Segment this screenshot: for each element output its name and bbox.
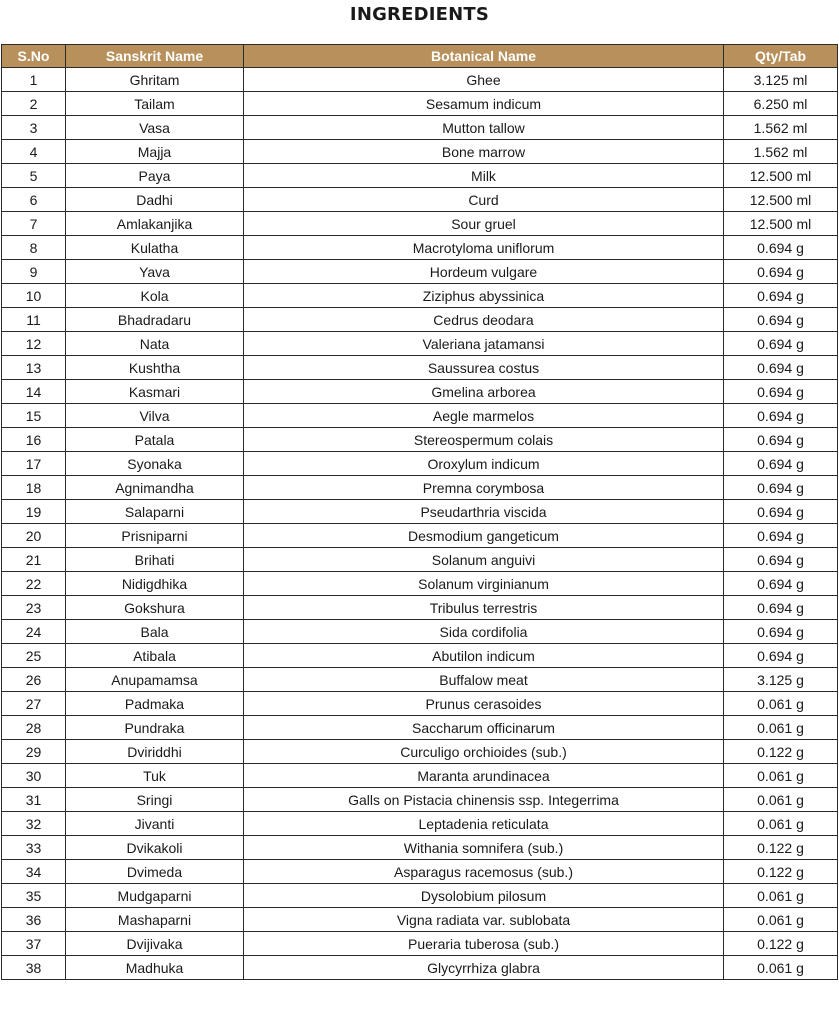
cell-botanical-name: Leptadenia reticulata bbox=[244, 812, 724, 836]
cell-sno: 1 bbox=[2, 68, 66, 92]
cell-botanical-name: Sesamum indicum bbox=[244, 92, 724, 116]
cell-qty: 3.125 ml bbox=[724, 68, 838, 92]
cell-qty: 12.500 ml bbox=[724, 164, 838, 188]
cell-sno: 35 bbox=[2, 884, 66, 908]
cell-qty: 3.125 g bbox=[724, 668, 838, 692]
table-row bbox=[2, 356, 838, 380]
cell-sno: 27 bbox=[2, 692, 66, 716]
cell-sanskrit-name: Kasmari bbox=[66, 380, 244, 404]
cell-qty: 0.694 g bbox=[724, 572, 838, 596]
cell-qty: 1.562 ml bbox=[724, 140, 838, 164]
cell-qty: 0.122 g bbox=[724, 860, 838, 884]
cell-botanical-name: Maranta arundinacea bbox=[244, 764, 724, 788]
cell-sanskrit-name: Majja bbox=[66, 140, 244, 164]
table-row bbox=[2, 884, 838, 908]
cell-botanical-name: Desmodium gangeticum bbox=[244, 524, 724, 548]
cell-botanical-name: Macrotyloma uniflorum bbox=[244, 236, 724, 260]
cell-sno: 38 bbox=[2, 956, 66, 980]
cell-sanskrit-name: Dviriddhi bbox=[66, 740, 244, 764]
table-row bbox=[2, 524, 838, 548]
table-row bbox=[2, 428, 838, 452]
table-row bbox=[2, 260, 838, 284]
cell-sanskrit-name: Syonaka bbox=[66, 452, 244, 476]
table-row bbox=[2, 476, 838, 500]
table-row bbox=[2, 164, 838, 188]
column-header-botanical-name: Botanical Name bbox=[244, 45, 724, 68]
table-row bbox=[2, 764, 838, 788]
cell-botanical-name: Tribulus terrestris bbox=[244, 596, 724, 620]
cell-botanical-name: Saccharum officinarum bbox=[244, 716, 724, 740]
cell-botanical-name: Sour gruel bbox=[244, 212, 724, 236]
cell-botanical-name: Withania somnifera (sub.) bbox=[244, 836, 724, 860]
cell-qty: 0.122 g bbox=[724, 740, 838, 764]
cell-qty: 0.694 g bbox=[724, 524, 838, 548]
cell-sno: 28 bbox=[2, 716, 66, 740]
cell-sno: 31 bbox=[2, 788, 66, 812]
cell-sno: 29 bbox=[2, 740, 66, 764]
table-row bbox=[2, 308, 838, 332]
cell-sno: 37 bbox=[2, 932, 66, 956]
cell-sno: 25 bbox=[2, 644, 66, 668]
cell-sno: 6 bbox=[2, 188, 66, 212]
table-row bbox=[2, 836, 838, 860]
cell-botanical-name: Gmelina arborea bbox=[244, 380, 724, 404]
cell-qty: 12.500 ml bbox=[724, 188, 838, 212]
cell-qty: 0.694 g bbox=[724, 596, 838, 620]
cell-qty: 0.694 g bbox=[724, 620, 838, 644]
cell-sanskrit-name: Atibala bbox=[66, 644, 244, 668]
cell-sanskrit-name: Kushtha bbox=[66, 356, 244, 380]
cell-botanical-name: Cedrus deodara bbox=[244, 308, 724, 332]
cell-botanical-name: Vigna radiata var. sublobata bbox=[244, 908, 724, 932]
column-header-sno: S.No bbox=[2, 45, 66, 68]
cell-sno: 26 bbox=[2, 668, 66, 692]
cell-botanical-name: Curd bbox=[244, 188, 724, 212]
cell-sno: 17 bbox=[2, 452, 66, 476]
cell-sanskrit-name: Anupamamsa bbox=[66, 668, 244, 692]
cell-botanical-name: Dysolobium pilosum bbox=[244, 884, 724, 908]
cell-botanical-name: Bone marrow bbox=[244, 140, 724, 164]
cell-sanskrit-name: Gokshura bbox=[66, 596, 244, 620]
cell-sanskrit-name: Salaparni bbox=[66, 500, 244, 524]
table-body bbox=[2, 68, 838, 980]
cell-botanical-name: Curculigo orchioides (sub.) bbox=[244, 740, 724, 764]
cell-sanskrit-name: Ghritam bbox=[66, 68, 244, 92]
cell-botanical-name: Solanum virginianum bbox=[244, 572, 724, 596]
cell-sanskrit-name: Tuk bbox=[66, 764, 244, 788]
cell-sno: 18 bbox=[2, 476, 66, 500]
cell-qty: 6.250 ml bbox=[724, 92, 838, 116]
column-header-sanskrit-name: Sanskrit Name bbox=[66, 45, 244, 68]
cell-qty: 0.694 g bbox=[724, 356, 838, 380]
cell-sanskrit-name: Padmaka bbox=[66, 692, 244, 716]
cell-botanical-name: Solanum anguivi bbox=[244, 548, 724, 572]
cell-botanical-name: Buffalow meat bbox=[244, 668, 724, 692]
cell-qty: 1.562 ml bbox=[724, 116, 838, 140]
cell-qty: 0.061 g bbox=[724, 788, 838, 812]
cell-sanskrit-name: Dvikakoli bbox=[66, 836, 244, 860]
cell-sanskrit-name: Bala bbox=[66, 620, 244, 644]
cell-sanskrit-name: Madhuka bbox=[66, 956, 244, 980]
table-row bbox=[2, 932, 838, 956]
cell-qty: 0.694 g bbox=[724, 500, 838, 524]
cell-qty: 0.694 g bbox=[724, 452, 838, 476]
cell-qty: 12.500 ml bbox=[724, 212, 838, 236]
cell-qty: 0.061 g bbox=[724, 764, 838, 788]
cell-qty: 0.694 g bbox=[724, 380, 838, 404]
cell-sno: 34 bbox=[2, 860, 66, 884]
cell-sno: 3 bbox=[2, 116, 66, 140]
cell-sanskrit-name: Dadhi bbox=[66, 188, 244, 212]
table-row bbox=[2, 548, 838, 572]
table-row bbox=[2, 860, 838, 884]
cell-sanskrit-name: Paya bbox=[66, 164, 244, 188]
cell-sanskrit-name: Kulatha bbox=[66, 236, 244, 260]
cell-qty: 0.694 g bbox=[724, 236, 838, 260]
cell-qty: 0.694 g bbox=[724, 476, 838, 500]
table-row bbox=[2, 92, 838, 116]
cell-qty: 0.122 g bbox=[724, 932, 838, 956]
cell-botanical-name: Sida cordifolia bbox=[244, 620, 724, 644]
table-row bbox=[2, 116, 838, 140]
cell-qty: 0.694 g bbox=[724, 332, 838, 356]
cell-sno: 22 bbox=[2, 572, 66, 596]
table-row bbox=[2, 716, 838, 740]
table-row bbox=[2, 740, 838, 764]
cell-botanical-name: Pseudarthria viscida bbox=[244, 500, 724, 524]
cell-sno: 32 bbox=[2, 812, 66, 836]
cell-botanical-name: Pueraria tuberosa (sub.) bbox=[244, 932, 724, 956]
cell-qty: 0.694 g bbox=[724, 284, 838, 308]
cell-sanskrit-name: Kola bbox=[66, 284, 244, 308]
page-title: INGREDIENTS bbox=[349, 4, 490, 25]
cell-sanskrit-name: Yava bbox=[66, 260, 244, 284]
table-row bbox=[2, 68, 838, 92]
cell-sno: 15 bbox=[2, 404, 66, 428]
cell-sanskrit-name: Amlakanjika bbox=[66, 212, 244, 236]
cell-botanical-name: Milk bbox=[244, 164, 724, 188]
table-row bbox=[2, 692, 838, 716]
table-row bbox=[2, 956, 838, 980]
cell-sanskrit-name: Vasa bbox=[66, 116, 244, 140]
table-row bbox=[2, 212, 838, 236]
cell-sanskrit-name: Dvijivaka bbox=[66, 932, 244, 956]
cell-sanskrit-name: Dvimeda bbox=[66, 860, 244, 884]
cell-qty: 0.061 g bbox=[724, 716, 838, 740]
ingredients-table bbox=[1, 44, 838, 980]
cell-qty: 0.694 g bbox=[724, 644, 838, 668]
cell-sanskrit-name: Jivanti bbox=[66, 812, 244, 836]
cell-sno: 24 bbox=[2, 620, 66, 644]
cell-botanical-name: Aegle marmelos bbox=[244, 404, 724, 428]
cell-botanical-name: Mutton tallow bbox=[244, 116, 724, 140]
cell-sno: 12 bbox=[2, 332, 66, 356]
cell-sno: 13 bbox=[2, 356, 66, 380]
cell-sno: 7 bbox=[2, 212, 66, 236]
cell-sno: 21 bbox=[2, 548, 66, 572]
cell-sanskrit-name: Patala bbox=[66, 428, 244, 452]
cell-sno: 30 bbox=[2, 764, 66, 788]
cell-sanskrit-name: Mashaparni bbox=[66, 908, 244, 932]
cell-qty: 0.694 g bbox=[724, 404, 838, 428]
table-row bbox=[2, 284, 838, 308]
table-row bbox=[2, 908, 838, 932]
cell-sanskrit-name: Nata bbox=[66, 332, 244, 356]
cell-sanskrit-name: Vilva bbox=[66, 404, 244, 428]
cell-botanical-name: Ghee bbox=[244, 68, 724, 92]
cell-qty: 0.694 g bbox=[724, 428, 838, 452]
table-row bbox=[2, 812, 838, 836]
cell-botanical-name: Valeriana jatamansi bbox=[244, 332, 724, 356]
cell-qty: 0.694 g bbox=[724, 308, 838, 332]
cell-sanskrit-name: Brihati bbox=[66, 548, 244, 572]
cell-botanical-name: Stereospermum colais bbox=[244, 428, 724, 452]
table-header bbox=[2, 45, 838, 68]
table-row bbox=[2, 380, 838, 404]
cell-botanical-name: Oroxylum indicum bbox=[244, 452, 724, 476]
cell-sanskrit-name: Prisniparni bbox=[66, 524, 244, 548]
cell-sanskrit-name: Pundraka bbox=[66, 716, 244, 740]
cell-sanskrit-name: Nidigdhika bbox=[66, 572, 244, 596]
cell-sanskrit-name: Tailam bbox=[66, 92, 244, 116]
cell-sno: 5 bbox=[2, 164, 66, 188]
cell-sno: 36 bbox=[2, 908, 66, 932]
cell-sanskrit-name: Agnimandha bbox=[66, 476, 244, 500]
cell-botanical-name: Saussurea costus bbox=[244, 356, 724, 380]
cell-sno: 10 bbox=[2, 284, 66, 308]
table-row bbox=[2, 140, 838, 164]
cell-qty: 0.061 g bbox=[724, 908, 838, 932]
cell-sno: 11 bbox=[2, 308, 66, 332]
header-row bbox=[2, 45, 838, 68]
cell-botanical-name: Hordeum vulgare bbox=[244, 260, 724, 284]
table-row bbox=[2, 188, 838, 212]
cell-sno: 4 bbox=[2, 140, 66, 164]
cell-botanical-name: Glycyrrhiza glabra bbox=[244, 956, 724, 980]
table-row bbox=[2, 500, 838, 524]
table-row bbox=[2, 644, 838, 668]
cell-qty: 0.122 g bbox=[724, 836, 838, 860]
cell-sno: 19 bbox=[2, 500, 66, 524]
column-header-qty-per-tab: Qty/Tab bbox=[724, 45, 838, 68]
cell-botanical-name: Abutilon indicum bbox=[244, 644, 724, 668]
table-row bbox=[2, 788, 838, 812]
table-row bbox=[2, 236, 838, 260]
table-row bbox=[2, 620, 838, 644]
cell-sanskrit-name: Sringi bbox=[66, 788, 244, 812]
cell-sno: 14 bbox=[2, 380, 66, 404]
cell-botanical-name: Galls on Pistacia chinensis ssp. Integerrima bbox=[244, 788, 724, 812]
cell-sno: 33 bbox=[2, 836, 66, 860]
cell-sno: 20 bbox=[2, 524, 66, 548]
cell-sanskrit-name: Mudgaparni bbox=[66, 884, 244, 908]
table-row bbox=[2, 596, 838, 620]
cell-sno: 8 bbox=[2, 236, 66, 260]
table-row bbox=[2, 452, 838, 476]
cell-botanical-name: Prunus cerasoides bbox=[244, 692, 724, 716]
table-row bbox=[2, 332, 838, 356]
cell-sno: 23 bbox=[2, 596, 66, 620]
cell-sanskrit-name: Bhadradaru bbox=[66, 308, 244, 332]
table-row bbox=[2, 404, 838, 428]
cell-qty: 0.061 g bbox=[724, 956, 838, 980]
table-row bbox=[2, 668, 838, 692]
cell-botanical-name: Asparagus racemosus (sub.) bbox=[244, 860, 724, 884]
cell-sno: 16 bbox=[2, 428, 66, 452]
cell-qty: 0.694 g bbox=[724, 260, 838, 284]
cell-qty: 0.061 g bbox=[724, 692, 838, 716]
cell-botanical-name: Premna corymbosa bbox=[244, 476, 724, 500]
cell-qty: 0.061 g bbox=[724, 812, 838, 836]
cell-sno: 2 bbox=[2, 92, 66, 116]
cell-botanical-name: Ziziphus abyssinica bbox=[244, 284, 724, 308]
cell-qty: 0.694 g bbox=[724, 548, 838, 572]
cell-qty: 0.061 g bbox=[724, 884, 838, 908]
table-row bbox=[2, 572, 838, 596]
cell-sno: 9 bbox=[2, 260, 66, 284]
